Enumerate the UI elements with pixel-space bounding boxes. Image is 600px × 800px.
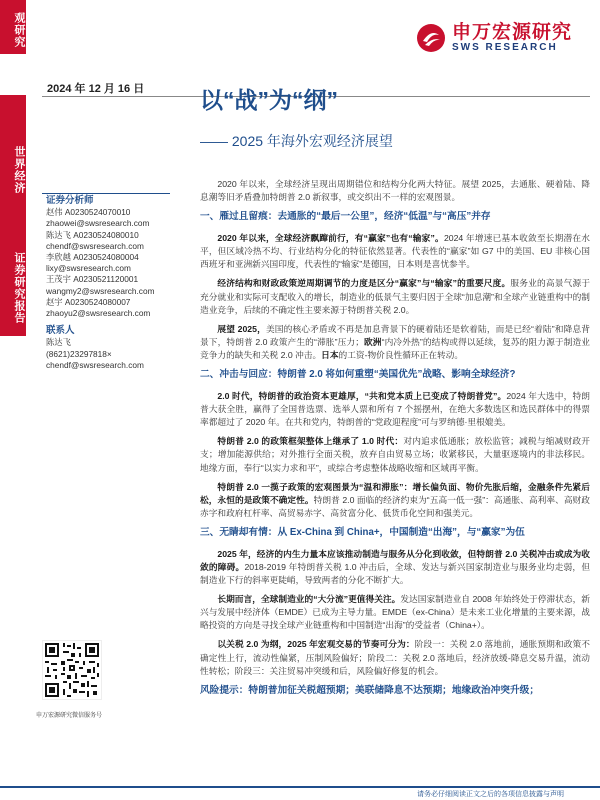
- paragraph: [200, 232, 590, 271]
- analyst-email[interactable]: zhaoyu2@swsresearch.com: [46, 308, 151, 319]
- risk-warning: 风险提示：特朗普加征关税超预期；美联储降息不达预期；地缘政治冲突升级；: [200, 684, 540, 696]
- paragraph-keyword: 日本: [321, 349, 339, 360]
- intro-paragraph: 2020 年以来，全球经济呈现出周期错位和结构分化两大特征。展望 2025，去通胀、硬着陆、降息潮等旧矛盾叠加特朗普 2.0 新叙事，或交织出不一样的宏观图景。: [200, 179, 590, 203]
- paragraph: [200, 323, 590, 362]
- section-heading-1: 一、雁过且留痕：去通胀的“最后一公里”，经济“低温”与“高压”并存: [200, 211, 491, 223]
- paragraph-lead: 特朗普 2.0 一揽子政策的宏观图景为“温和滞胀”：增长偏负面、物价先胀后缩，金融条件先紧后松，永恒的是政策不确定性。: [200, 481, 590, 505]
- analyst-line: 李欣越 A0230524080004: [46, 252, 139, 263]
- report-date: 2024 年 12 月 16 日: [47, 83, 145, 95]
- paragraph-lead: 2.0 时代，特朗普的政治资本更雄厚，“共和党本质上已变成了特朗普党”。: [217, 391, 507, 402]
- qr-caption: 申万宏源研究微信服务号: [36, 713, 103, 719]
- contact-phone: (8621)23297818×: [46, 348, 112, 359]
- analysts-label: 证券分析师: [46, 195, 94, 206]
- brand-logo-icon: [416, 23, 446, 53]
- paragraph-text: 发达国家制造业自 2008 年始终处于停滞状态，新兴与发展中经济体（EMDE）已成为主导力量。EMDE（ex-China）是未来工业化增量的主要来源，战略投资的方向是寻找全球产业链重构和中国制造“出海”的受益者（China+）。: [200, 594, 590, 631]
- paragraph: [200, 638, 590, 677]
- paragraph-lead: 2025 年，经济的内生力量本应该推动制造与服务从分化到收敛，但特朗普 2.0 关税冲击或成为收敛的障碍。: [200, 548, 590, 572]
- paragraph-text: 2018-2019 年特朗普关税 1.0 冲击后，全球、发达与新兴国家制造业与服务业均走弱，但制造业下行的斜率更陡峭，导致两者的分化不断扩大。: [200, 561, 591, 586]
- contact-name: 陈达飞: [46, 337, 71, 348]
- report-subtitle: —— 2025 年海外宏观经济展望: [200, 133, 393, 149]
- analyst-sidebar: [46, 195, 166, 371]
- contact-email[interactable]: chendf@swsresearch.com: [46, 359, 144, 370]
- footer-divider: [0, 786, 600, 788]
- section-heading-2: 二、冲击与回应：特朗普 2.0 将如何重塑“美国优先”战略、影响全球经济?: [200, 369, 516, 381]
- paragraph-text: 特朗普 2.0 面临的经济约束为“五高一低一强”：高通胀、高利率、高财政赤字和政府杠杆率、高贸易赤字、高贫富分化、低货币化空间和强美元。: [200, 494, 590, 518]
- paragraph: [200, 435, 590, 474]
- analyst-email[interactable]: chendf@swsresearch.com: [46, 240, 144, 251]
- paragraph-text: 美国的核心矛盾或不再是加息背景下的硬着陆还是软着陆，而是已经“着陆”和降息背景下，特朗普 2.0 政策产生的“滞胀”压力；: [200, 323, 590, 347]
- rail-tag-securities-report: 证券研究报告: [0, 230, 26, 336]
- analyst-email[interactable]: zhaowei@swsresearch.com: [46, 218, 150, 229]
- paragraph-lead: 经济结构和财政政策逆周期调节的力度是区分“赢家”与“输家”的重要尺度。: [217, 278, 511, 289]
- paragraph-lead: 特朗普 2.0 的政策框架整体上继承了 1.0 时代：: [217, 436, 404, 447]
- brand-name-en: SWS RESEARCH: [451, 42, 558, 53]
- analyst-email[interactable]: wangmy2@swsresearch.com: [46, 285, 155, 296]
- paragraph: [200, 277, 590, 316]
- rail-tag-macro: 观研究: [0, 0, 26, 54]
- paragraph-lead: 展望 2025，: [217, 323, 266, 334]
- brand-logo: [416, 22, 572, 54]
- paragraph: [200, 593, 590, 632]
- paragraph-text: 对内追求低通胀；放松监管；减税与缩减财政开支；增加能源供给；对外推行全面关税，放弃自由贸易立场；收紧移民，大量驱逐境内的非法移民。地缘方面，奉行“以实力求和平”，或综合考虑整体战略收缩和区域再平衡。: [200, 436, 590, 473]
- brand-name-cn: 申万宏源研究: [451, 21, 572, 43]
- paragraph-text: 的工资-物价良性循环正在转动。: [338, 349, 464, 360]
- paragraph-text: “内冷外热”的结构或得以延续，复苏的阻力源于制造业竞争力的缺失和关税 2.0 冲击。: [200, 336, 590, 360]
- paragraph-text: 服务业的高景气源于充分就业和实际可支配收入的增长，制造业的低景气主要归因于全球“加息潮”和全球产业链重构中的制造业竞争，后续的不确定性主要来源于特朗普关税 2.0。: [200, 278, 591, 315]
- paragraph-lead: 2020 年以来，全球经济飘蹿前行，有“赢家”也有“输家”。: [217, 233, 444, 244]
- report-title: 以“战”为“纲”: [200, 87, 338, 113]
- analyst-line: 赵伟 A0230524070010: [46, 207, 131, 218]
- analyst-line: 王茂宇 A0230521120001: [46, 274, 139, 285]
- report-body: [200, 178, 590, 697]
- rail-tag-world-economy: 世界经济: [0, 95, 26, 235]
- footer-disclaimer: 请务必仔细阅读正文之后的各项信息披露与声明: [417, 791, 564, 798]
- paragraph: [200, 390, 590, 429]
- paragraph-text: 2024 年大选中，特朗普大获全胜，赢得了全国普选票、选举人票和所有 7 个摇摆州，在绝大多数选区和选民群体中的得票率都超过了 2020 年。在共和党内，特朗普的“党政迎程度”可与罗纳德·里根媲美。: [200, 391, 590, 428]
- contact-label: 联系人: [46, 325, 75, 337]
- paragraph: [200, 548, 590, 587]
- sidebar-divider: [42, 193, 170, 194]
- paragraph: [200, 481, 590, 520]
- section-heading-3: 三、无睛却有情：从 Ex-China 到 China+，中国制造“出海”，与“赢家”为伍: [200, 526, 525, 538]
- analyst-line: 赵宇 A0230524080007: [46, 296, 131, 307]
- paragraph-text: 2024 年增速已基本收敛至长期潜在水平，但区域冷热不均、行业结构分化的特征依然显著。代表性的“赢家”如 G7 中的美国、EU 非核心国西班牙和亚洲新兴国印度，代表性的“输家”是德国，日本则是喜忧参半。: [200, 233, 590, 270]
- left-rail: [0, 0, 30, 800]
- paragraph-keyword: 欧洲: [363, 336, 382, 347]
- analyst-line: 陈达飞 A0230524080010: [46, 229, 139, 240]
- analyst-email[interactable]: lixy@swsresearch.com: [46, 263, 131, 274]
- paragraph-lead: 长期而言，全球制造业的“大分流”更值得关注。: [217, 594, 401, 605]
- paragraph-lead: 以关税 2.0 为纲，2025 年宏观交易的节奏可分为：: [217, 639, 415, 650]
- qr-code-icon: [42, 640, 102, 700]
- paragraph-text: 阶段一：关税 2.0 落地前，通胀预期和政策不确定性上行，流动性偏紧，压制风险偏好；阶段二：关税 2.0 落地后，经济放缓-降息交易升温，流动性转松；阶段三：关注贸易冲突缓和后，风险偏好修复的机会。: [200, 639, 590, 676]
